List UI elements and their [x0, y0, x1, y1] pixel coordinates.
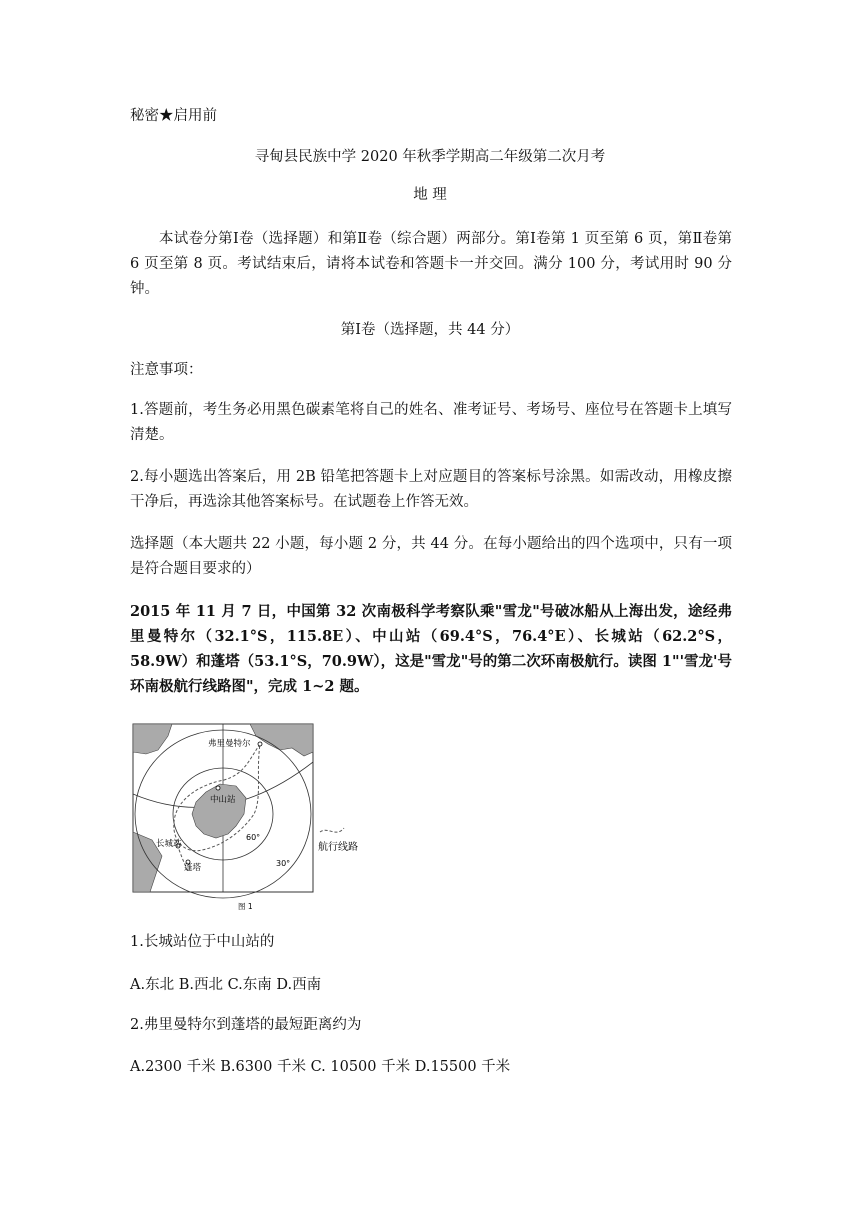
question-1-stem: 1.长城站位于中山站的 [130, 934, 275, 950]
zhongshan-marker [216, 786, 220, 790]
question-1-options: A.东北 B.西北 C.东南 D.西南 [130, 977, 322, 993]
legend-route-label: 航行线路 [318, 842, 358, 853]
exam-title: 寻甸县民族中学 2020 年秋季学期高二年级第二次月考 [254, 149, 606, 165]
label-punta: 蓬塔 [184, 863, 202, 873]
intro-paragraph: 本试卷分第Ⅰ卷（选择题）和第Ⅱ卷（综合题）两部分。第Ⅰ卷第 1 页至第 6 页，第Ⅱ卷第 6 页至第 8 页。考试结束后，请将本试卷和答题卡一并交回。满分 100 分，考试用时 90 分钟。 [130, 231, 732, 297]
choice-intro: 选择题（本大题共 22 小题，每小题 2 分，共 44 分。在每小题给出的四个选项中，只有一项是符合题目要求的） [130, 536, 732, 577]
subject-title: 地 理 [413, 187, 447, 203]
label-fremantle: 弗里曼特尔 [208, 739, 251, 749]
legend-route-symbol [320, 828, 344, 832]
secret-label: 秘密★启用前 [130, 108, 217, 124]
note-2: 2.每小题选出答案后，用 2B 铅笔把答题卡上对应题目的答案标号涂黑。如需改动，用橡皮擦干净后，再选涂其他答案标号。在试题卷上作答无效。 [130, 469, 732, 510]
label-zhongshan: 中山站 [210, 795, 236, 805]
label-changcheng: 长城站 [156, 839, 182, 849]
question-2-options: A.2300 千米 B.6300 千米 C. 10500 千米 D.15500 千米 [130, 1059, 511, 1075]
figure-caption: 图 1 [238, 902, 253, 911]
section-title: 第Ⅰ卷（选择题，共 44 分） [340, 322, 520, 338]
fremantle-marker [258, 742, 262, 746]
notes-title: 注意事项： [130, 362, 203, 378]
question-2-stem: 2.弗里曼特尔到蓬塔的最短距离约为 [130, 1017, 362, 1033]
note-1: 1.答题前，考生务必用黑色碳素笔将自己的姓名、准考证号、考场号、座位号在答题卡上填写清楚。 [130, 402, 732, 443]
route-map-figure [132, 722, 372, 912]
question-stem: 2015 年 11 月 7 日，中国第 32 次南极科学考察队乘"雪龙"号破冰船从上海出发，途经弗里曼特尔（32.1°S，115.8E）、中山站（69.4°S，76.4°E）、长城站（62.2°S，58.9W）和蓬塔（53.1°S，70.9W），这是"雪龙"号的第二次环南极航行。读图 1"'雪龙'号环南极航行线路图"，完成 1~2 题。 [130, 603, 732, 695]
label-60: 60° [246, 833, 261, 842]
label-30: 30° [276, 859, 291, 868]
